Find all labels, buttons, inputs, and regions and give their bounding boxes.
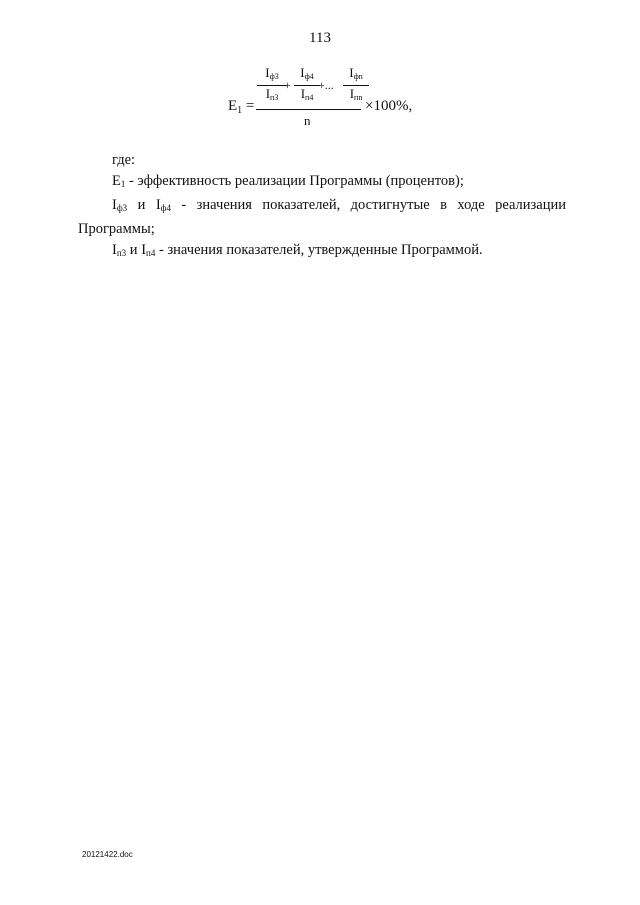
if3-symbol: I	[112, 197, 117, 213]
e1-symbol: E	[112, 173, 121, 189]
e1-description: - эффективность реализации Программы (процентов);	[125, 173, 464, 189]
main-fraction-bar	[256, 109, 361, 110]
ip4-symbol: I	[141, 242, 147, 258]
fraction-3-bar	[343, 85, 369, 86]
fraction-3-num-subscript: фn	[353, 72, 363, 81]
plus-operator: +	[284, 78, 291, 92]
footer-filename: 20121422.doc	[82, 850, 133, 859]
if4-symbol: I	[155, 197, 161, 213]
fraction-1-bar	[257, 85, 287, 86]
fraction-3-den-subscript: пn	[354, 93, 363, 102]
formula-lhs	[228, 98, 254, 116]
fraction-2	[294, 66, 320, 105]
approved-description: - значения показателей, утвержденные Программой.	[155, 242, 483, 258]
fraction-2-den-symbol: I	[300, 86, 306, 101]
lhs-symbol: E	[228, 98, 238, 114]
explanation-text	[78, 150, 566, 264]
ip4-subscript: п4	[146, 248, 156, 258]
fraction-2-num-subscript: ф4	[304, 72, 314, 81]
fraction-1-den-symbol: I	[265, 86, 271, 101]
definition-e1	[78, 171, 566, 195]
formula-denominator: n	[304, 113, 311, 128]
if3-subscript: ф3	[116, 203, 128, 213]
conjunction-2: и	[126, 242, 142, 258]
efficiency-formula	[228, 64, 448, 134]
e1-subscript: 1	[120, 179, 126, 189]
plus-dots-operator: +...	[318, 78, 334, 92]
fraction-3-den-symbol: I	[349, 86, 355, 101]
page-number: 113	[309, 30, 331, 46]
fraction-2-bar	[294, 85, 320, 86]
definition-achieved-values	[78, 195, 566, 240]
achieved-description: - значения показателей, достигнутые в ходе реализации Программы;	[78, 197, 567, 237]
conjunction-1: и	[127, 197, 156, 213]
ip3-symbol: I	[112, 242, 117, 258]
fraction-1-num-symbol: I	[265, 65, 270, 80]
fraction-3-num-symbol: I	[349, 65, 354, 80]
fraction-2-den-subscript: п4	[305, 93, 314, 102]
where-label: где:	[112, 152, 136, 168]
fraction-1-den-subscript: п3	[270, 93, 279, 102]
fraction-1	[257, 66, 287, 105]
formula-multiplier: ×100%,	[365, 98, 413, 114]
definition-approved-values	[78, 240, 566, 264]
fraction-2-num-symbol: I	[300, 65, 305, 80]
equals-sign: =	[245, 98, 255, 114]
if4-subscript: ф4	[160, 203, 171, 213]
fraction-1-num-subscript: ф3	[269, 72, 279, 81]
ip3-subscript: п3	[116, 248, 127, 258]
lhs-subscript: 1	[237, 105, 243, 116]
